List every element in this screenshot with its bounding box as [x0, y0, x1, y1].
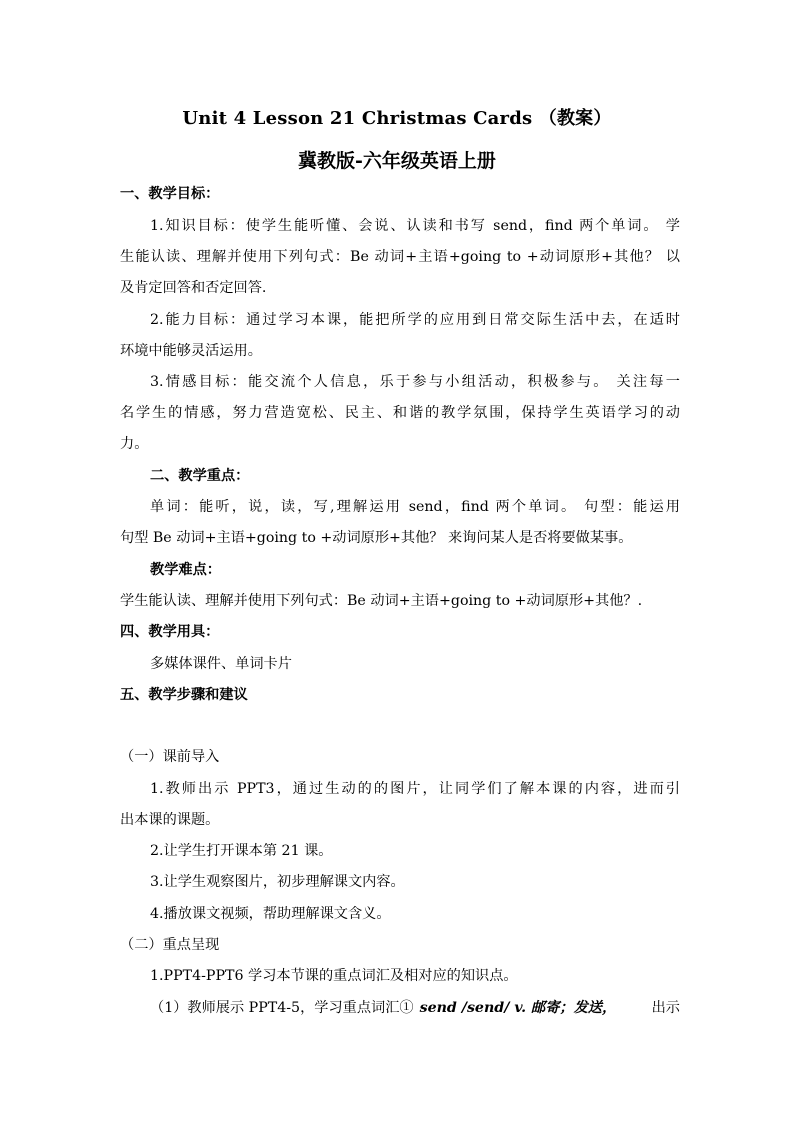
goal1-line1: 1.知识目标：使学生能听懂、会说、认读和书写 send，find 两个单词。 学	[150, 218, 680, 234]
step3: 3.让学生观察图片，初步理解课文内容。	[150, 874, 405, 890]
difficulty-text: 学生能认读、理解并使用下列句式：Be 动词+主语+going to +动词原形+其他？.	[120, 593, 643, 609]
key-points-line2: 句型 Be 动词+主语+going to +动词原形+其他？ 来询问某人是否将要做某事。	[120, 530, 633, 546]
focus1-sub-text	[150, 998, 616, 1018]
key-points-line1: 单词：能听，说，读，写,理解运用 send，find 两个单词。 句型：能运用	[150, 499, 680, 515]
section-heading-steps: 五、教学步骤和建议	[120, 687, 248, 703]
goal3-line2: 名学生的情感，努力营造宽松、民主、和谐的教学氛围，保持学生英语学习的动	[120, 405, 680, 421]
document-title: Unit 4 Lesson 21 Christmas Cards （教案）	[182, 108, 612, 129]
tools-text: 多媒体课件、单词卡片	[150, 656, 292, 672]
goal3-line1: 3.情感目标：能交流个人信息，乐于参与小组活动，积极参与。 关注每一	[150, 374, 680, 390]
document-subtitle: 冀教版-六年级英语上册	[298, 150, 496, 172]
focus1-sub-line	[150, 998, 680, 1018]
section-heading-objectives: 一、教学目标：	[120, 186, 220, 202]
section-heading-key-points: 二、教学重点：	[150, 468, 250, 484]
focus1-sub-word: send /send/ v. 邮寄；发送，	[419, 1000, 617, 1016]
goal3-line3: 力。	[120, 436, 149, 452]
focus1-sub-prefix: （1）教师展示 PPT4-5，学习重点词汇①	[150, 1000, 414, 1016]
part2-heading: （二）重点呈现	[120, 937, 220, 953]
goal1-line2: 生能认读、理解并使用下列句式：Be 动词+主语+going to +动词原形+其他？ 以	[120, 249, 680, 265]
section-heading-tools: 四、教学用具：	[120, 624, 220, 640]
part1-heading: （一）课前导入	[120, 749, 220, 765]
section-heading-difficulty: 教学难点：	[150, 562, 221, 578]
step4: 4.播放课文视频，帮助理解课文含义。	[150, 906, 391, 922]
step1-line1: 1.教师出示 PPT3，通过生动的的图片，让同学们了解本课的内容，进而引	[150, 781, 680, 797]
goal2-line2: 环境中能够灵活运用。	[120, 343, 262, 359]
goal2-line1: 2.能力目标：通过学习本课，能把所学的应用到日常交际生活中去，在适时	[150, 312, 680, 328]
goal1-line3: 及肯定回答和否定回答.	[120, 280, 267, 296]
step1-line2: 出本课的课题。	[120, 812, 220, 828]
focus1-sub-suffix: 出示	[651, 1000, 680, 1016]
focus1: 1.PPT4-PPT6 学习本节课的重点词汇及相对应的知识点。	[150, 968, 518, 984]
step2: 2.让学生打开课本第 21 课。	[150, 843, 333, 859]
